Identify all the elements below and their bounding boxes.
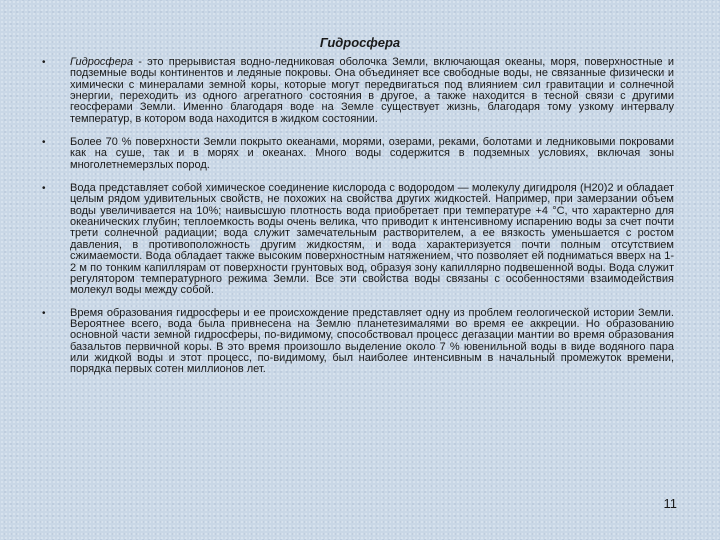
bullet-list — [42, 57, 674, 376]
bullet-item-origin — [42, 308, 674, 376]
slide-title: Гидросфера — [319, 35, 401, 50]
page-number: 11 — [663, 496, 677, 511]
bullet-text: - это прерывистая водно-ледниковая оболочка Земли, включающая океаны, моря, поверхностные и подземные воды континентов и ледяные покровы. Она объединяет все свободные воды, не связанные физически и химически с минералами земной коры, которые могут передвигаться под влиянием сил гравитации и солнечной энергии, переходить из одного агрегатного состояния в другое, а также находится в тесной связи с другими геосферами Земли. Именно благодаря воде на Земле существует жизнь, благодаря тому узкому интервалу температур, в котором вода находится в жидком состоянии. — [70, 56, 674, 125]
bullet-item-water-properties — [42, 183, 674, 296]
bullet-marker: • — [42, 57, 46, 68]
bullet-text: Время образования гидросферы и ее происхождение представляет одну из проблем геологической истории Земли. Вероятнее всего, вода была привнесена на Землю планетезималями во время ее аккреции. Но образованию основной части земной гидросферы, по-видимому, способствовал процесс дегазации мантии во время образования базальтов первичной коры. В это время произошло выделение около 7 % ювенильной воды в виде водяного пара или жидкой воды и этот процесс, по-видимому, был наиболее интенсивным в начальный промежуток времени, порядка первых сотен миллионов лет. — [70, 306, 674, 376]
bullet-text: Вода представляет собой химическое соединение кислорода с водородом — молекулу дигидроля (Н20)2 и обладает целым рядом удивительных свойств, не похожих на свойства других жидкостей. Например, при замерзании объем воды увеличивается на 10%; наивысшую плотность вода приобретает при температуре +4 °С, что характерно для океанических глубин; теплоемкость воды очень велика, что приводит к интенсивному испарению воды за счет почти трети солнечной радиации; вода служит замечательным растворителем, а ее вязкость уменьшается с ростом давления, в противоположность другим жидкостям, и вода характеризуется почти полным отсутствием сжимаемости. Вода обладает также высоким поверхностным натяжением, что позволяет ей подниматься вверх на 1-2 м по тонким капиллярам от поверхности грунтовых вод, образуя зону капиллярно подвешенной воды. Вода служит регулятором температурного режима Земли. Все эти свойства воды связаны с особенностями взаимодействия молекул воды между собой. — [70, 182, 674, 297]
bullet-item-definition — [42, 57, 674, 125]
bullet-item-coverage — [42, 137, 674, 171]
bullet-text: Более 70 % поверхности Земли покрыто океанами, морями, озерами, реками, болотами и ледниковыми покровами как на суше, так и в морях и океанах. Много воды содержится в подземных условиях, включая зоны многолетнемерзлых пород. — [70, 136, 674, 171]
bullet-marker: • — [42, 137, 46, 149]
term-hydrosphere: Гидросфера — [70, 56, 134, 68]
bullet-marker: • — [42, 307, 46, 319]
bullet-marker: • — [42, 183, 46, 195]
